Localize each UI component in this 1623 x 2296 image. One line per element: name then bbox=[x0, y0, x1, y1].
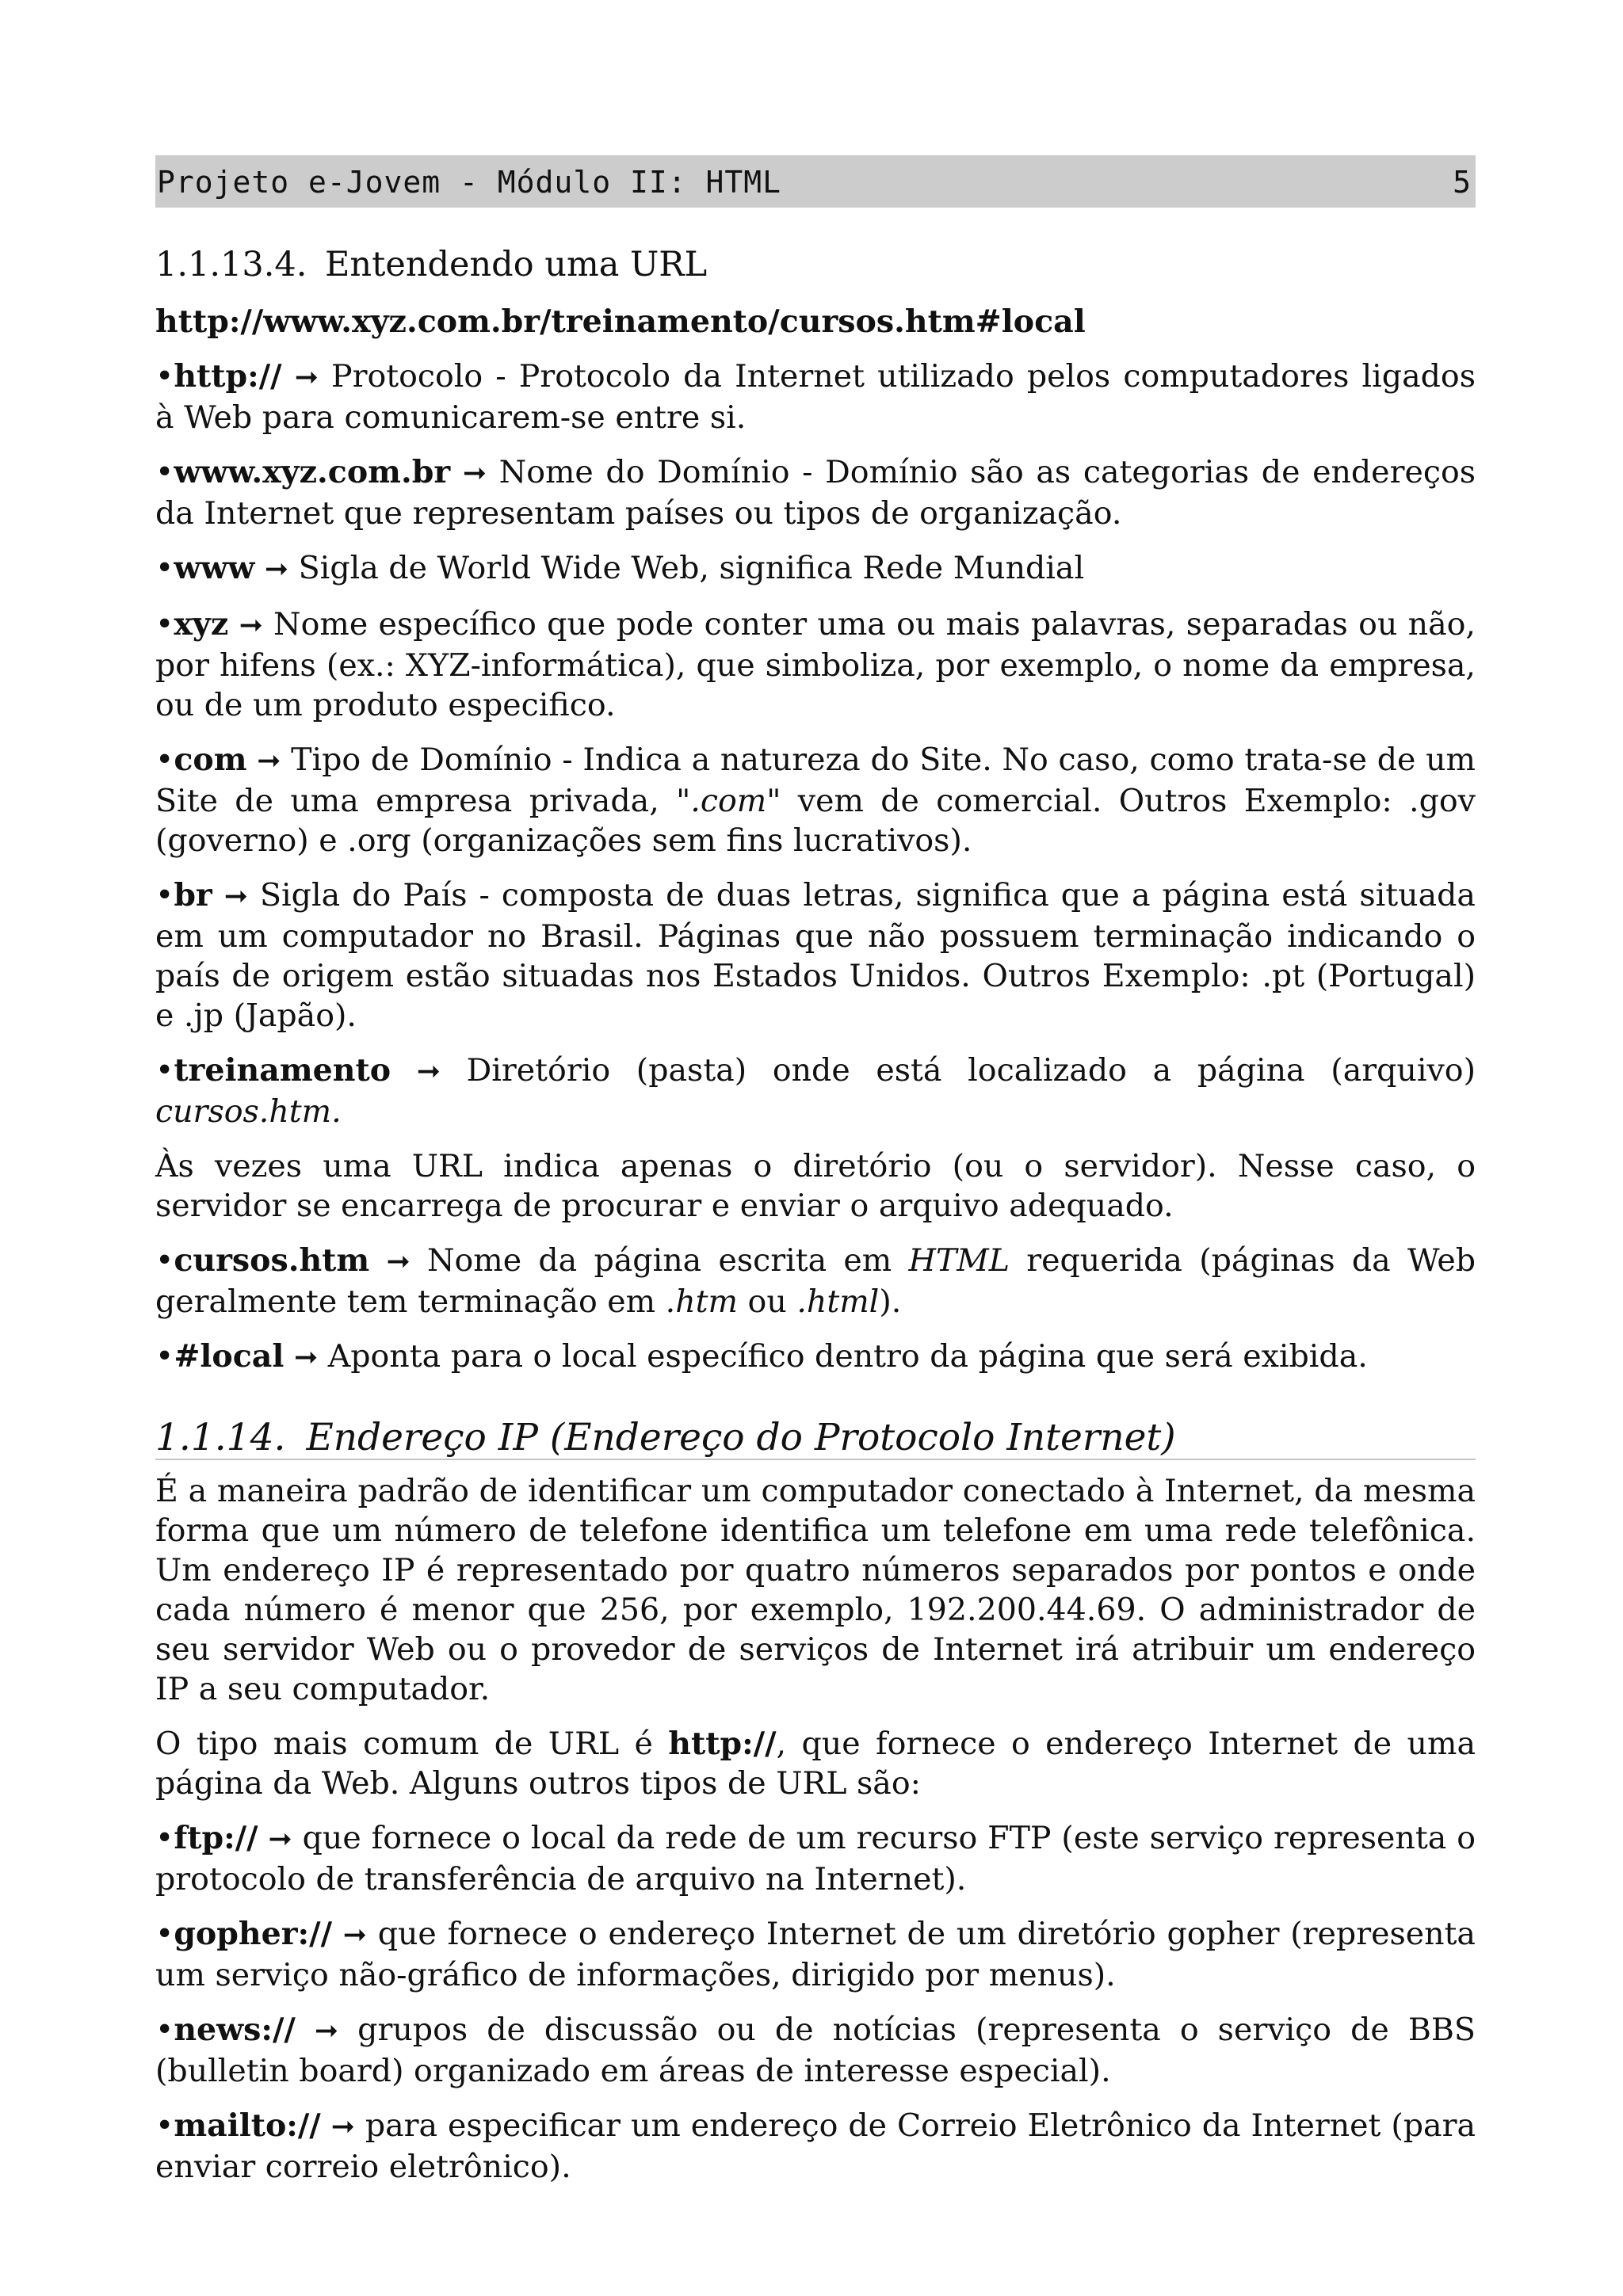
list-item: •www ➞ Sigla de World Wide Web, significa Rede Mundial bbox=[155, 550, 1085, 586]
url-types-intro bbox=[155, 1724, 1476, 1803]
item-text: ). bbox=[879, 1283, 902, 1320]
subsection-heading bbox=[155, 242, 1476, 287]
list-item: •news:// ➞ grupos de discussão ou de notícias (representa o serviço de BBS (bulletin board) organizado em áreas de interesse especial). bbox=[155, 2012, 1476, 2089]
arrow-icon: ➞ bbox=[294, 361, 319, 394]
arrow-icon: ➞ bbox=[257, 745, 281, 777]
list-item: •cursos.htm ➞ Nome da página escrita em HTML requerida (páginas da Web geralmente tem terminação em .htm ou .html). bbox=[155, 1242, 1476, 1320]
item-text: que fornece o endereço Internet de um diretório gopher (representa um serviço não-gráfico de informações, dirigido por menus). bbox=[155, 1916, 1476, 1993]
arrow-icon: ➞ bbox=[239, 609, 263, 642]
item-text: grupos de discussão ou de notícias (representa o serviço de BBS (bulletin board) organizado em áreas de interesse especial). bbox=[155, 2012, 1476, 2089]
list-item: •#local ➞ Aponta para o local específico dentro da página que será exibida. bbox=[155, 1338, 1368, 1375]
item-text: " vem de comercial. Outros Exemplo: .gov (governo) e .org (organizações sem fins lucrativos). bbox=[155, 783, 1476, 859]
item-term: cursos.htm bbox=[174, 1242, 370, 1279]
item-term: br bbox=[174, 877, 212, 913]
item-term: #local bbox=[174, 1338, 285, 1375]
item-text: Sigla do País - composta de duas letras, significa que a página está situada em um computador no Brasil. Páginas que não possuem terminação indicando o país de origem estão situadas nos Estados Unidos. Outros Exemplo: .pt (Portugal) e .jp (Japão). bbox=[155, 877, 1476, 1034]
list-item: •http:// ➞ Protocolo - Protocolo da Internet utilizado pelos computadores ligados à Web para comunicarem-se entre si. bbox=[155, 358, 1476, 436]
item-text: Nome do Domínio - Domínio são as categorias de endereços da Internet que representam países ou tipos de organização. bbox=[155, 454, 1476, 532]
item-text: Aponta para o local específico dentro da página que será exibida. bbox=[327, 1338, 1368, 1375]
list-item: •treinamento ➞ Diretório (pasta) onde está localizado a página (arquivo) cursos.htm. bbox=[155, 1052, 1476, 1130]
arrow-icon: ➞ bbox=[330, 2111, 355, 2143]
intro-bold: http:// bbox=[668, 1726, 777, 1762]
arrow-icon: ➞ bbox=[386, 1245, 411, 1278]
list-item: •gopher:// ➞ que fornece o endereço Internet de um diretório gopher (representa um serviço não-gráfico de informações, dirigido por menus). bbox=[155, 1916, 1476, 1993]
item-term: http:// bbox=[174, 358, 282, 395]
item-text: requerida (páginas da Web geralmente tem terminação em bbox=[155, 1242, 1476, 1320]
item-text-emphasis: .com bbox=[690, 783, 767, 819]
item-text: Nome específico que pode conter uma ou mais palavras, separadas ou não, por hifens (ex.: XYZ-informática), que simboliza, por exemplo, o nome da empresa, ou de um produto especifico. bbox=[155, 606, 1476, 723]
arrow-icon: ➞ bbox=[416, 1055, 441, 1088]
item-text-emphasis: .htm bbox=[665, 1283, 738, 1320]
list-item: •www.xyz.com.br ➞ Nome do Domínio - Domínio são as categorias de endereços da Internet que representam países ou tipos de organização. bbox=[155, 454, 1476, 532]
arrow-icon: ➞ bbox=[223, 880, 248, 913]
intro-text: O tipo mais comum de URL é bbox=[155, 1726, 669, 1762]
page-number: 5 bbox=[1453, 165, 1471, 200]
item-text: Nome da página escrita em bbox=[426, 1242, 909, 1279]
item-term: mailto:// bbox=[174, 2107, 321, 2144]
subsection-title: Entendendo uma URL bbox=[325, 245, 708, 284]
arrow-icon: ➞ bbox=[462, 457, 487, 490]
document-body bbox=[155, 242, 1476, 2202]
arrow-icon: ➞ bbox=[342, 1919, 367, 1951]
list-item: •ftp:// ➞ que fornece o local da rede de um recurso FTP (este serviço representa o protocolo de transferência de arquivo na Internet). bbox=[155, 1820, 1476, 1897]
list-item: •br ➞ Sigla do País - composta de duas letras, significa que a página está situada em um computador no Brasil. Páginas que não possuem terminação indicando o país de origem estão situadas nos Estados Unidos. Outros Exemplo: .pt (Portugal) e .jp (Japão). bbox=[155, 877, 1476, 1034]
item-text-emphasis: HTML bbox=[908, 1242, 1010, 1279]
item-term: com bbox=[174, 742, 247, 778]
list-item: •com ➞ Tipo de Domínio - Indica a natureza do Site. No caso, como trata-se de um Site de uma empresa privada, ".com" vem de comercial. Outros Exemplo: .gov (governo) e .org (organizações sem fins lucrativos). bbox=[155, 742, 1476, 859]
item-text: ou bbox=[738, 1283, 797, 1320]
item-term: www bbox=[174, 550, 255, 586]
section-title: Endereço IP (Endereço do Protocolo Internet) bbox=[306, 1416, 1176, 1459]
item-term: gopher:// bbox=[174, 1916, 332, 1952]
section-heading bbox=[155, 1417, 1476, 1460]
item-text-emphasis: cursos.htm. bbox=[155, 1093, 342, 1130]
arrow-icon: ➞ bbox=[268, 1823, 292, 1855]
item-text: Protocolo - Protocolo da Internet utilizado pelos computadores ligados à Web para comunicarem-se entre si. bbox=[155, 358, 1476, 436]
list-item: •mailto:// ➞ para especificar um endereço de Correio Eletrônico da Internet (para enviar correio eletrônico). bbox=[155, 2107, 1476, 2185]
item-text: para especificar um endereço de Correio Eletrônico da Internet (para enviar correio eletrônico). bbox=[155, 2107, 1476, 2185]
header-title: Projeto e-Jovem - Módulo II: HTML bbox=[157, 165, 781, 200]
subsection-number: 1.1.13.4. bbox=[155, 245, 307, 284]
page-header bbox=[155, 155, 1476, 208]
note-paragraph: Às vezes uma URL indica apenas o diretório (ou o servidor). Nesse caso, o servidor se encarrega de procurar e enviar o arquivo adequado. bbox=[155, 1148, 1476, 1224]
list-item: •xyz ➞ Nome específico que pode conter uma ou mais palavras, separadas ou não, por hifens (ex.: XYZ-informática), que simboliza, por exemplo, o nome da empresa, ou de um produto especifico. bbox=[155, 606, 1476, 723]
item-text: Sigla de World Wide Web, significa Rede Mundial bbox=[298, 550, 1085, 586]
item-term: ftp:// bbox=[174, 1820, 258, 1856]
arrow-icon: ➞ bbox=[264, 553, 289, 585]
intro-text: , que fornece o endereço Internet de uma página da Web. Alguns outros tipos de URL são: bbox=[155, 1726, 1476, 1802]
url-example: http://www.xyz.com.br/treinamento/cursos.htm#local bbox=[155, 303, 1086, 340]
item-text: Tipo de Domínio - Indica a natureza do Site. No caso, como trata-se de um Site de uma empresa privada, " bbox=[155, 742, 1476, 819]
arrow-icon: ➞ bbox=[314, 2015, 339, 2047]
item-term: treinamento bbox=[174, 1052, 391, 1089]
item-term: news:// bbox=[174, 2012, 296, 2048]
section-number: 1.1.14. bbox=[155, 1416, 286, 1459]
item-term: www.xyz.com.br bbox=[174, 454, 451, 490]
item-text: que fornece o local da rede de um recurso FTP (este serviço representa o protocolo de transferência de arquivo na Internet). bbox=[155, 1820, 1476, 1897]
item-term: xyz bbox=[174, 606, 229, 643]
ip-paragraph: É a maneira padrão de identificar um computador conectado à Internet, da mesma forma que um número de telefone identifica um telefone em uma rede telefônica. Um endereço IP é representado por quatro números separados por pontos e onde cada número é menor que 256, por exemplo, 192.200.44.69. O administrador de seu servidor Web ou o provedor de serviços de Internet irá atribuir um endereço IP a seu computador. bbox=[155, 1473, 1476, 1707]
item-text-emphasis: .html bbox=[796, 1283, 880, 1320]
item-text: Diretório (pasta) onde está localizado a página (arquivo) bbox=[466, 1052, 1476, 1089]
arrow-icon: ➞ bbox=[293, 1341, 319, 1374]
